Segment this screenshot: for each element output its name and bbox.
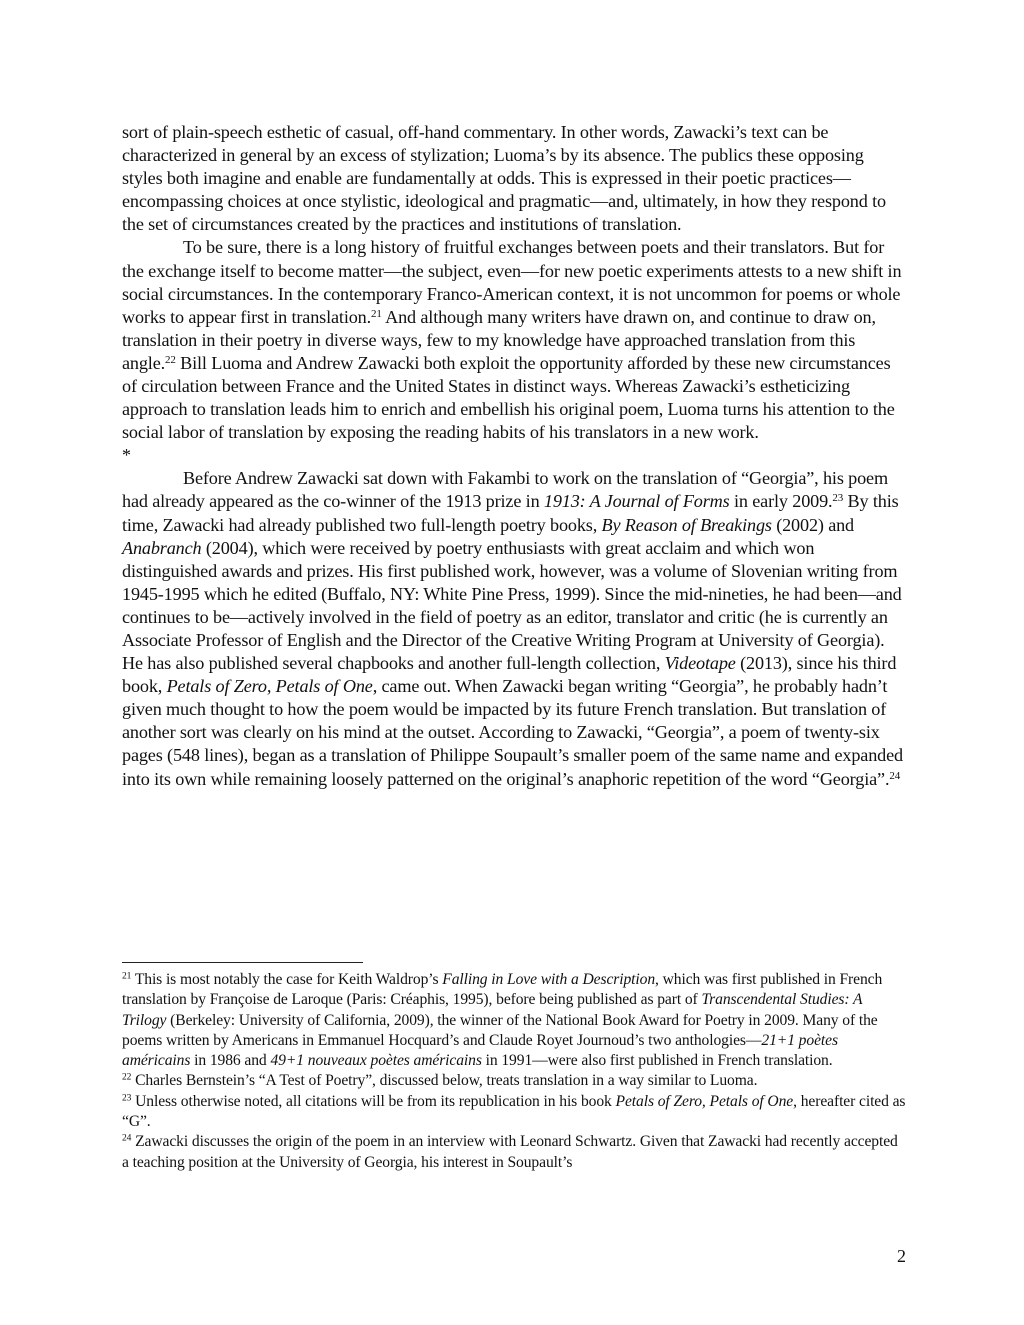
paragraph-3-text: Before Andrew Zawacki sat down with Fakambi to work on the translation of “Georgia”, his poem had already appeared as the co-winner of the 1913 prize in	[122, 468, 888, 512]
footnote-ref-21[interactable]: 21	[371, 307, 382, 320]
paragraph-3	[122, 467, 906, 790]
book-title: 49+1 nouveaux poètes américains	[270, 1052, 482, 1070]
paragraph-2-text: To be sure, there is a long history of fruitful exchanges between poets and their translators. But for the exchange itself to become matter—the subject, even—for new poetic experiments attests to a new shift in social circumstances. In the contemporary Franco-American context, it is not uncommon for poems or whole works to appear first in translation.	[122, 237, 902, 327]
paragraph-3-text: By this time, Zawacki had already published two full-length poetry books,	[122, 491, 899, 535]
book-title: Falling in Love with a Description	[442, 971, 656, 988]
paragraph-3-text: (2002) and	[771, 514, 855, 535]
footnote-text: , hereafter cited as “G”.	[122, 1092, 906, 1131]
paragraph-1-text: sort of plain-speech esthetic of casual, off-hand commentary. In other words, Zawacki’s text can be characterized in general by an excess of stylization; Luoma’s by its absence. The publics these opposing styles both imagine and enable are fundamentally at odds. This is expressed in their poetic practices—encompassing choices at once stylistic, ideological and pragmatic—and, ultimately, in how they respond to the set of circumstances created by the practices and institutions of translation.	[122, 122, 886, 235]
footnote-number: 24	[122, 1133, 132, 1144]
footnote-text: This is most notably the case for Keith Waldrop’s	[131, 971, 443, 988]
book-title: Petals of Zero, Petals of One	[166, 676, 373, 697]
paragraph-3-text: in early 2009.	[729, 491, 833, 512]
paragraph-3-text: (2013), since his third book,	[122, 653, 897, 697]
footnote-21	[122, 970, 906, 1071]
footnote-divider	[122, 962, 363, 963]
paragraph-2-text: And although many writers have drawn on, and continue to draw on, translation in their poetry in diverse ways, few to my knowledge have approached translation from this angle.	[122, 306, 876, 373]
paragraph-2-text: Bill Luoma and Andrew Zawacki both exploit the opportunity afforded by these new circumstances of circulation between France and the United States in distinct ways. Whereas Zawacki’s estheticizing approach to translation leads him to enrich and embellish his original poem, Luoma turns his attention to the social labor of translation by exposing the reading habits of his translators in a new work.	[122, 352, 895, 443]
footnote-text: in 1991—were also first published in French translation.	[481, 1052, 833, 1070]
footnote-23	[122, 1092, 906, 1133]
footnote-text: (Berkeley: University of California, 2009), the winner of the National Book Award for Poetry in 2009. Many of the poems written by Americans in Emmanuel Hocquard’s and Claude Royet Journoud’s two anthologies—	[122, 1011, 878, 1049]
footnote-ref-24[interactable]: 24	[889, 769, 901, 782]
section-separator: *	[122, 445, 131, 466]
book-title: Anabranch	[122, 537, 202, 558]
paragraph-1	[122, 121, 906, 236]
book-title: By Reason of Breakings	[601, 514, 772, 535]
footnote-ref-22[interactable]: 22	[165, 353, 176, 366]
book-title: Petals of Zero, Petals of One	[615, 1092, 794, 1110]
page-number: 2	[897, 1246, 906, 1266]
footnote-ref-23[interactable]: 23	[832, 492, 844, 505]
book-title: 21+1 poètes américains	[122, 1031, 838, 1070]
footnote-number: 22	[122, 1072, 132, 1083]
footnote-text: Charles Bernstein’s “A Test of Poetry”, discussed below, treats translation in a way similar to Luoma.	[131, 1072, 758, 1090]
paragraph-3-text: (2004), which were received by poetry enthusiasts with great acclaim and which won distinguished awards and prizes. His first published work, however, was a volume of Slovenian writing from 1945-1995 which he edited (Buffalo, NY: White Pine Press, 1999). Since the mid-nineties, he had been—and continues to be—actively involved in the field of poetry as an editor, translator and critic (he is currently an Associate Professor of English and the Director of the Creative Writing Program at University of Georgia). He has also published several chapbooks and another full-length collection,	[122, 537, 902, 674]
journal-title: 1913: A Journal of Forms	[543, 491, 730, 512]
book-title: Videotape	[664, 653, 736, 674]
footnote-number: 23	[122, 1093, 132, 1104]
footnote-number: 21	[122, 971, 132, 982]
footnotes	[122, 970, 906, 1173]
footnote-text: , which was first published in French translation by Françoise de Laroque (Paris: Créaphis, 1995), before being published as part of	[122, 971, 883, 1009]
footnote-24	[122, 1132, 906, 1173]
footnote-text: Unless otherwise noted, all citations will be from its republication in his book	[131, 1092, 616, 1110]
book-title: Transcendental Studies: A Trilogy	[122, 991, 863, 1029]
paragraph-3-text: , came out. When Zawacki began writing “Georgia”, he probably hadn’t given much thought to how the poem would be impacted by its future French translation. But translation of another sort was clearly on his mind at the outset. According to Zawacki, “Georgia”, a poem of twenty-six pages (548 lines), began as a translation of Philippe Soupault’s smaller poem of the same name and expanded into its own while remaining loosely patterned on the original’s anaphoric repetition of the word “Georgia”.	[122, 676, 903, 789]
footnote-22	[122, 1071, 906, 1091]
footnote-text: in 1986 and	[190, 1052, 271, 1070]
footnote-text: Zawacki discusses the origin of the poem in an interview with Leonard Schwartz. Given that Zawacki had recently accepted a teaching position at the University of Georgia, his interest in Soupault’s	[122, 1133, 898, 1171]
paragraph-2	[122, 236, 906, 444]
body-text	[122, 121, 906, 791]
